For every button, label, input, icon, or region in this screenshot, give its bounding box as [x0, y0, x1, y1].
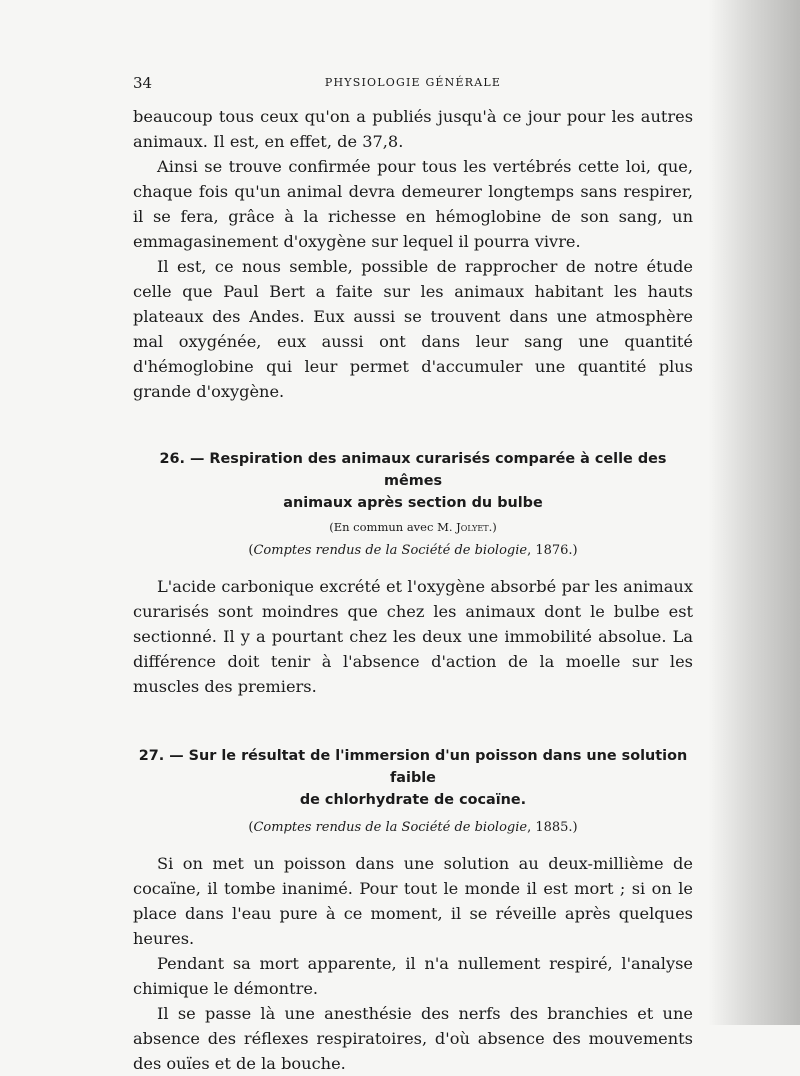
intro-paragraph-1: beaucoup tous ceux qu'on a publiés jusqu'à ce jour pour les autres animaux. Il est, en effet, de 37,8. — [133, 107, 693, 151]
section-26-collaboration-note — [133, 520, 693, 534]
section-27-paragraph-2: Pendant sa mort apparente, il n'a nullement respiré, l'analyse chimique le démontre. — [133, 954, 693, 998]
page-header — [133, 74, 693, 96]
collab-name: Jolyet — [456, 520, 489, 534]
collab-prefix: (En commun avec M. — [329, 520, 457, 534]
section-27-title-line-1: 27. — Sur le résultat de l'immersion d'un poisson dans une solution faible — [138, 748, 688, 786]
running-title: PHYSIOLOGIE GÉNÉRALE — [324, 76, 502, 89]
intro-paragraph-2: Ainsi se trouve confirmée pour tous les vertébrés cette loi, que, chaque fois qu'un animal devra demeurer longtemps sans respirer, il se fera, grâce à la richesse en hémoglobine de son sang, un emmagasinement d'oxygène sur lequel il pourra vivre. — [133, 157, 693, 251]
section-27-title-line-2: de chlorhydrate de cocaïne. — [299, 792, 527, 808]
source-26-year: , 1876.) — [527, 543, 578, 558]
section-27-paragraph-3: Il se passe là une anesthésie des nerfs des branchies et une absence des réflexes respiratoires, d'où absence des mouvements des ouïes et de la bouche. — [133, 1004, 693, 1073]
page-number: 34 — [133, 74, 153, 92]
source-27-open: ( — [248, 820, 254, 835]
book-page — [133, 74, 693, 1076]
section-26-title-line-2: animaux après section du bulbe — [283, 495, 543, 511]
intro-paragraph-3: Il est, ce nous semble, possible de rapprocher de notre étude celle que Paul Bert a faite sur les animaux habitant les hauts plateaux des Andes. Eux aussi se trouvent dans une atmosphère mal oxygénée, eux aussi ont dans leur sang une quantité d'hémoglobine qui leur permet d'accumuler une quantité plus grande d'oxygène. — [133, 257, 693, 401]
source-27-year: , 1885.) — [527, 820, 578, 835]
section-26-title — [133, 448, 693, 514]
scan-page-edge-shadow — [708, 0, 800, 1025]
section-26-body: L'acide carbonique excrété et l'oxygène absorbé par les animaux curarisés sont moindres que chez les animaux dont le bulbe est sectionné. Il y a pourtant chez les deux une immobilité absolue. La différence doit tenir à l'absence d'action de la moelle sur les muscles des premiers. — [133, 577, 693, 696]
source-26-open: ( — [248, 543, 254, 558]
section-26-source — [133, 543, 693, 558]
source-26-journal: Comptes rendus de la Société de biologie — [253, 543, 528, 558]
section-26-title-line-1: 26. — Respiration des animaux curarisés comparée à celle des mêmes — [159, 451, 667, 489]
collab-suffix: .) — [488, 520, 497, 534]
section-27-paragraph-1: Si on met un poisson dans une solution au deux-millième de cocaïne, il tombe inanimé. Pour tout le monde il est mort ; si on le place dans l'eau pure à ce moment, il se réveille après quelques heures. — [133, 854, 693, 948]
section-27-title — [133, 745, 693, 811]
section-27-source — [133, 820, 693, 835]
source-27-journal: Comptes rendus de la Société de biologie — [253, 820, 528, 835]
